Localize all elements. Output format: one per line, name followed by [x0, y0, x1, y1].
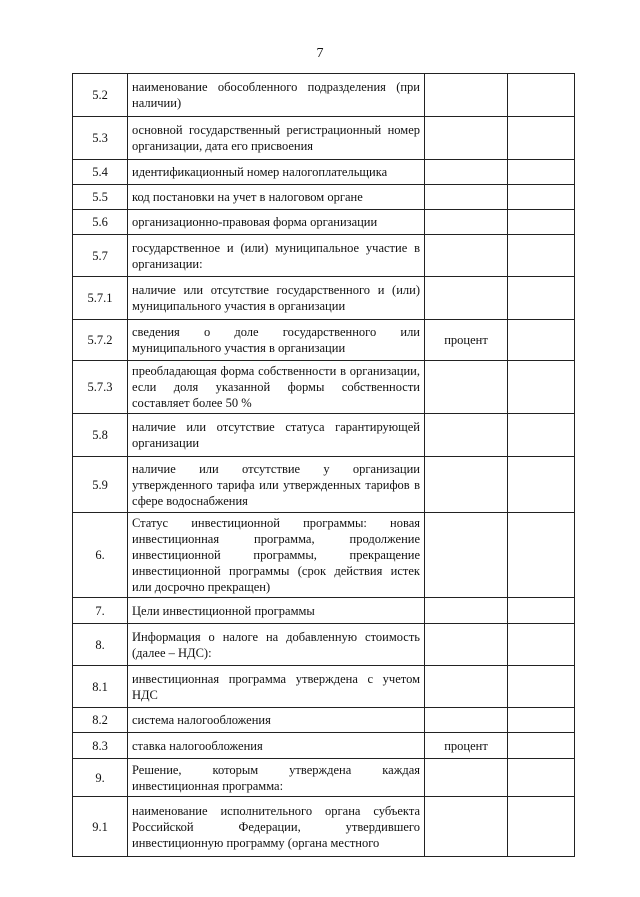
- row-number: 9.: [73, 759, 128, 797]
- row-number: 8.: [73, 624, 128, 666]
- table-row: [73, 74, 575, 117]
- row-unit: [425, 235, 508, 277]
- row-value: [508, 414, 575, 457]
- row-value: [508, 598, 575, 624]
- row-description: ставка налогообложения: [128, 733, 425, 759]
- row-unit: [425, 708, 508, 733]
- row-description: государственное и (или) муниципальное участие в организации:: [128, 235, 425, 277]
- row-number: 7.: [73, 598, 128, 624]
- row-number: 5.7: [73, 235, 128, 277]
- row-unit: [425, 598, 508, 624]
- row-description: код постановки на учет в налоговом органе: [128, 185, 425, 210]
- table-row: [73, 598, 575, 624]
- row-description: Информация о налоге на добавленную стоимость (далее – НДС):: [128, 624, 425, 666]
- table-row: [73, 320, 575, 361]
- table-row: [73, 277, 575, 320]
- row-unit: [425, 185, 508, 210]
- row-value: [508, 513, 575, 598]
- table-row: [73, 414, 575, 457]
- row-description: преобладающая форма собственности в организации, если доля указанной формы собственности составляет более 50 %: [128, 361, 425, 414]
- row-unit: [425, 414, 508, 457]
- row-value: [508, 708, 575, 733]
- row-number: 5.9: [73, 457, 128, 513]
- row-value: [508, 185, 575, 210]
- row-value: [508, 235, 575, 277]
- row-description: Решение, которым утверждена каждая инвестиционная программа:: [128, 759, 425, 797]
- row-description: основной государственный регистрационный номер организации, дата его присвоения: [128, 117, 425, 160]
- row-value: [508, 759, 575, 797]
- table-row: [73, 513, 575, 598]
- table-row: [73, 733, 575, 759]
- row-unit: процент: [425, 733, 508, 759]
- row-unit: [425, 666, 508, 708]
- row-number: 8.3: [73, 733, 128, 759]
- row-value: [508, 361, 575, 414]
- row-number: 6.: [73, 513, 128, 598]
- row-value: [508, 320, 575, 361]
- row-description: сведения о доле государственного или муниципального участия в организации: [128, 320, 425, 361]
- row-unit: [425, 74, 508, 117]
- row-number: 5.8: [73, 414, 128, 457]
- row-description: наличие или отсутствие статуса гарантирующей организации: [128, 414, 425, 457]
- row-description: наличие или отсутствие у организации утвержденного тарифа или утвержденных тарифов в сфере водоснабжения: [128, 457, 425, 513]
- row-number: 5.5: [73, 185, 128, 210]
- table-row: [73, 185, 575, 210]
- page-number: 7: [316, 46, 324, 61]
- row-value: [508, 160, 575, 185]
- row-value: [508, 74, 575, 117]
- table-row: [73, 457, 575, 513]
- row-unit: [425, 361, 508, 414]
- row-unit: [425, 513, 508, 598]
- row-number: 5.3: [73, 117, 128, 160]
- indicators-table: [72, 73, 575, 857]
- row-description: идентификационный номер налогоплательщика: [128, 160, 425, 185]
- table-row: [73, 708, 575, 733]
- row-number: 9.1: [73, 797, 128, 857]
- row-value: [508, 666, 575, 708]
- row-number: 5.4: [73, 160, 128, 185]
- row-value: [508, 210, 575, 235]
- row-description: Цели инвестиционной программы: [128, 598, 425, 624]
- table-row: [73, 759, 575, 797]
- table-row: [73, 666, 575, 708]
- row-description: система налогообложения: [128, 708, 425, 733]
- table-row: [73, 624, 575, 666]
- row-number: 5.7.2: [73, 320, 128, 361]
- row-value: [508, 117, 575, 160]
- row-number: 8.1: [73, 666, 128, 708]
- row-value: [508, 457, 575, 513]
- table-row: [73, 210, 575, 235]
- row-description: организационно-правовая форма организации: [128, 210, 425, 235]
- row-description: инвестиционная программа утверждена с учетом НДС: [128, 666, 425, 708]
- table-row: [73, 160, 575, 185]
- row-number: 5.7.1: [73, 277, 128, 320]
- row-unit: [425, 277, 508, 320]
- row-description: наличие или отсутствие государственного и (или) муниципального участия в организации: [128, 277, 425, 320]
- row-number: 8.2: [73, 708, 128, 733]
- row-unit: [425, 160, 508, 185]
- row-unit: процент: [425, 320, 508, 361]
- row-value: [508, 797, 575, 857]
- table-row: [73, 797, 575, 857]
- row-description: Статус инвестиционной программы: новая инвестиционная программа, продолжение инвестиционной программы, прекращение инвестиционной программы (срок действия истек или досрочно прекращен): [128, 513, 425, 598]
- row-unit: [425, 797, 508, 857]
- row-unit: [425, 759, 508, 797]
- row-unit: [425, 457, 508, 513]
- row-description: наименование исполнительного органа субъекта Российской Федерации, утвердившего инвестиционную программу (органа местного: [128, 797, 425, 857]
- row-description: наименование обособленного подразделения (при наличии): [128, 74, 425, 117]
- row-unit: [425, 117, 508, 160]
- row-unit: [425, 210, 508, 235]
- row-value: [508, 624, 575, 666]
- row-value: [508, 277, 575, 320]
- table-row: [73, 117, 575, 160]
- row-value: [508, 733, 575, 759]
- row-unit: [425, 624, 508, 666]
- row-number: 5.7.3: [73, 361, 128, 414]
- table-row: [73, 235, 575, 277]
- table-row: [73, 361, 575, 414]
- row-number: 5.6: [73, 210, 128, 235]
- row-number: 5.2: [73, 74, 128, 117]
